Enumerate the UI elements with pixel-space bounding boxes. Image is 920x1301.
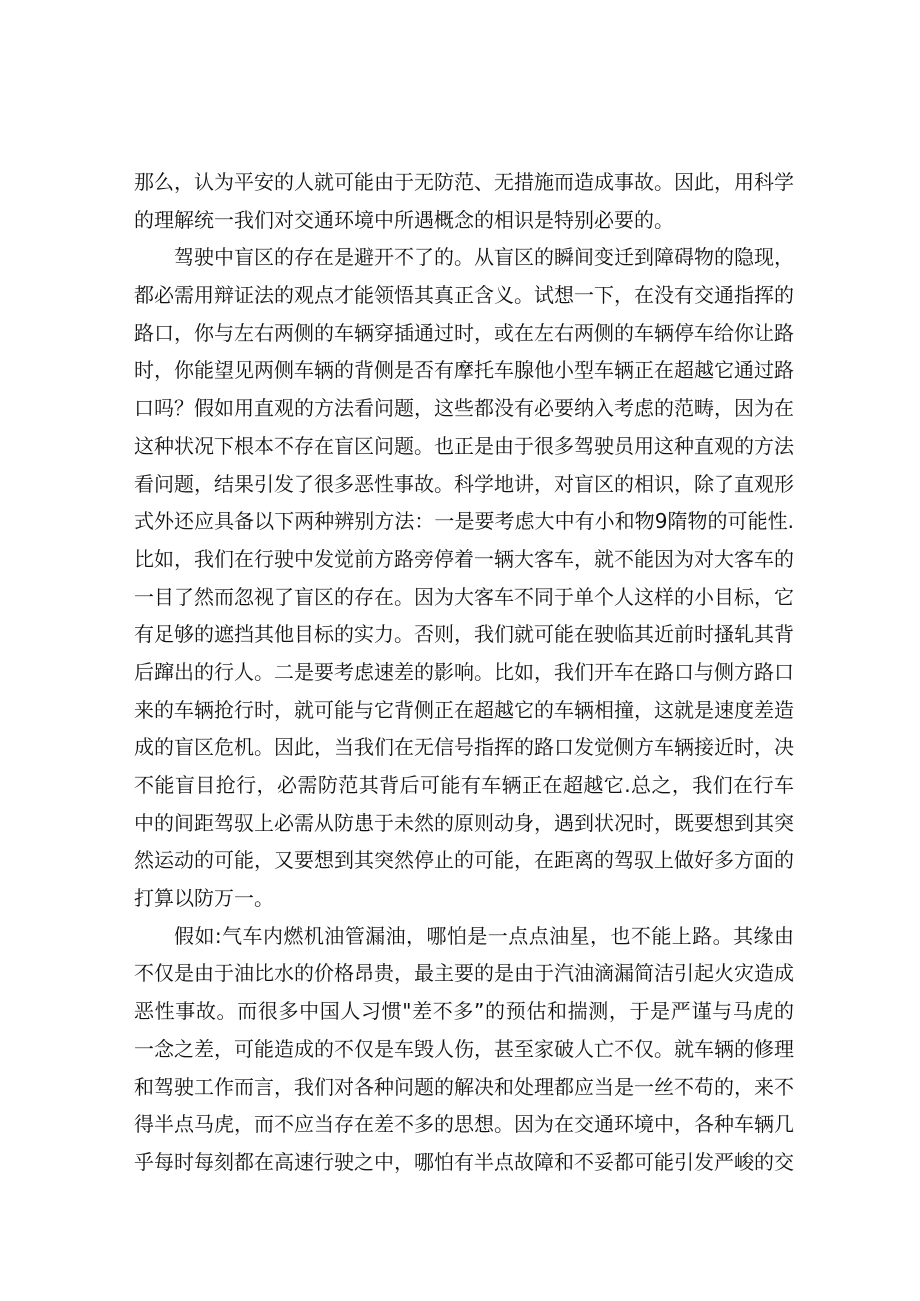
paragraph [134, 164, 794, 239]
document-body [134, 164, 794, 1182]
text-line: 得半点马虎，而不应当存在差不多的思想。因为在交通环境中，各种车辆几 [134, 1112, 794, 1137]
text-line: 一目了然而忽视了盲区的存在。因为大客车不同于单个人这样的小目标，它 [134, 584, 794, 609]
text-line: 中的间距驾驭上必需从防患于未然的原则动身，遇到状况时，既要想到其突 [134, 810, 794, 835]
text-line: 的理解统一我们对交通环境中所遇概念的相识是特别必要的。 [134, 207, 674, 232]
text-line: 成的盲区危机。因此，当我们在无信号指挥的路口发觉侧方车辆接近时，决 [134, 735, 794, 760]
text-line: 口吗？假如用直观的方法看问题，这些都没有必要纳入考虑的范畴，因为在 [134, 396, 794, 421]
text-line: 后蹿出的行人。二是要考虑速差的影响。比如，我们开车在路口与侧方路口 [134, 659, 794, 684]
text-line: 有足够的遮挡其他目标的实力。否则，我们就可能在驶临其近前时搔轧其背 [134, 622, 794, 647]
text-line: 然运动的可能，又要想到其突然停止的可能，在距离的驾驭上做好多方面的 [134, 848, 794, 873]
text-line: 时，你能望见两侧车辆的背侧是否有摩托车腺他小型车辆正在超越它通过路 [134, 358, 794, 383]
text-line: 比如，我们在行驶中发觉前方路旁停着一辆大客车，就不能因为对大客车的 [134, 546, 794, 571]
text-line: 都必需用辩证法的观点才能领悟其真正含义。试想一下，在没有交通指挥的 [134, 283, 794, 308]
text-line: 驾驶中盲区的存在是避开不了的。从盲区的瞬间变迁到障碍物的隐现， [174, 245, 794, 270]
text-line: 恶性事故。而很多中国人习惯"差不多”的预估和揣测，于是严谨与马虎的 [134, 999, 794, 1024]
text-line: 假如:气车内燃机油管漏油，哪怕是一点点油星，也不能上路。其缘由 [174, 923, 794, 948]
text-line: 乎每时每刻都在高速行驶之中，哪怕有半点故障和不妥都可能引发严峻的交 [134, 1149, 794, 1174]
text-line: 来的车辆抢行时，就可能与它背侧正在超越它的车辆相撞，这就是速度差造 [134, 697, 794, 722]
text-line: 一念之差，可能造成的不仅是车毁人伤，甚至家破人亡不仅。就车辆的修理 [134, 1036, 794, 1061]
text-line: 不仅是由于油比水的价格昂贵，最主要的是由于汽油滴漏简洁引起火灾造成 [134, 961, 794, 986]
text-line: 看问题，结果引发了很多恶性事故。科学地讲，对盲区的相识，除了直观形 [134, 471, 794, 496]
text-line: 不能盲目抢行，必需防范其背后可能有车辆正在超越它.总之，我们在行车 [134, 773, 794, 797]
text-line: 这种状况下根本不存在盲区问题。也正是由于很多驾驶员用这种直观的方法 [134, 433, 794, 458]
text-line: 那么，认为平安的人就可能由于无防范、无措施而造成事故。因此，用科学 [134, 170, 794, 194]
paragraph [134, 239, 794, 917]
text-line: 和驾驶工作而言，我们对各种问题的解决和处理都应当是一丝不苟的，来不 [134, 1074, 794, 1099]
text-line: 打算以防万一。 [134, 886, 274, 911]
text-line: 路口，你与左右两侧的车辆穿插通过时，或在左右两侧的车辆停车给你让路 [134, 320, 794, 345]
paragraph [134, 918, 794, 1182]
text-line: 式外还应具备以下两种辨别方法：一是要考虑大中有小和物9隋物的可能性. [134, 509, 794, 534]
